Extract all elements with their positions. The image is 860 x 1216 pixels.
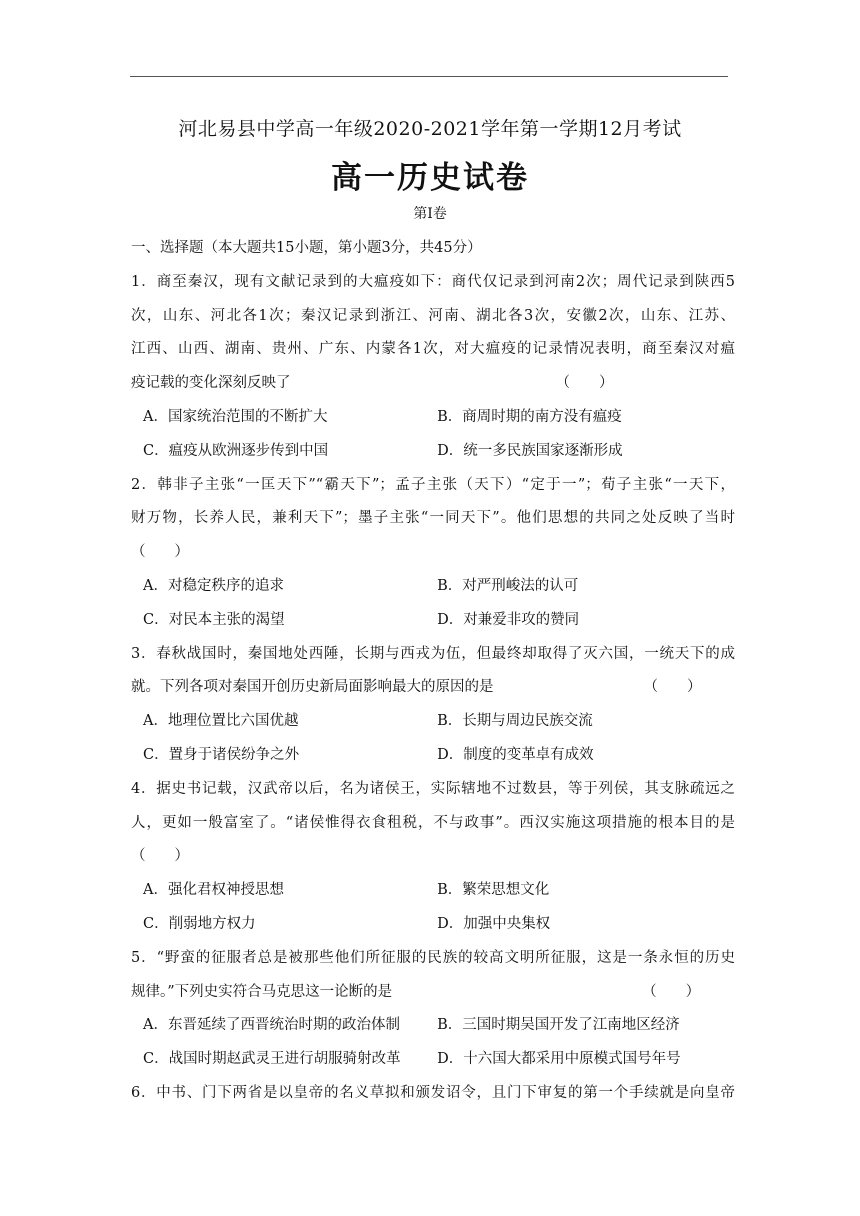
question-5-options-row-1 <box>131 1009 735 1043</box>
answer-blank: （ ） <box>131 848 189 865</box>
option-b: B．长期与周边民族交流 <box>437 713 593 730</box>
option-c: C．战国时期赵武灵王进行胡服骑射改革 <box>143 1051 401 1068</box>
header-rule <box>130 76 728 77</box>
section-heading: 一、选择题（本大题共15小题，第小题3分，共45分） <box>131 240 482 256</box>
question-5-options-row-2 <box>131 1043 735 1077</box>
answer-blank: （ ） <box>131 544 189 561</box>
answer-blank: （ ） <box>555 375 614 392</box>
question-1-line-2: 次，山东、河北各1次；秦汉记录到浙江、河南、湖北各3次，安徽2次，山东、江苏、 <box>131 307 735 324</box>
question-5-stem-end: 规律。”下列史实符合马克思这一论断的是 <box>131 983 393 1000</box>
question-3-options-row-1 <box>131 705 735 739</box>
option-d: D．统一多民族国家逐渐形成 <box>437 442 623 459</box>
question-1-options-row-2 <box>131 435 735 469</box>
option-a: A．国家统治范围的不断扩大 <box>143 408 328 425</box>
question-3-stem-end: 就。下列各项对秦国开创历史新局面影响最大的原因的是 <box>131 679 494 696</box>
option-d: D．加强中央集权 <box>437 915 551 932</box>
option-c: C．置身于诸侯纷争之外 <box>143 746 300 763</box>
option-a: A．对稳定秩序的追求 <box>143 577 284 594</box>
question-4-line-1: 4．据史书记载，汉武帝以后，名为诸侯王，实际辖地不过数县，等于列侯，其支脉疏远之 <box>131 780 735 797</box>
question-1-options-row-1 <box>131 401 735 435</box>
main-title: 高一历史试卷 <box>331 160 529 196</box>
question-2-line-1: 2．韩非子主张“一匡天下”“霸天下”；孟子主张（天下）“定于一”；荀子主张“一天下， <box>131 476 735 493</box>
question-1-line-4 <box>131 367 735 401</box>
option-d: D．制度的变革卓有成效 <box>437 746 594 763</box>
volume-label: 第I卷 <box>413 206 447 222</box>
question-6-line-1: 6．中书、门下两省是以皇帝的名义草拟和颁发诏令，且门下审复的第一个手续就是向皇帝 <box>131 1084 735 1101</box>
question-1-line-3: 江西、山西、湖南、贵州、广东、内蒙各1次，对大瘟疫的记录情况表明，商至秦汉对瘟 <box>131 341 735 358</box>
question-2-line-2: 财万物，长养人民，兼利天下”；墨子主张“一同天下”。他们思想的共同之处反映了当时 <box>131 510 735 527</box>
option-b: B．对严刑峻法的认可 <box>437 577 579 594</box>
option-a: A．地理位置比六国优越 <box>143 713 299 730</box>
question-4-options-row-2 <box>131 908 735 942</box>
option-a: A．东晋延续了西晋统治时期的政治体制 <box>143 1017 400 1034</box>
question-4-options-row-1 <box>131 874 735 908</box>
option-b: B．三国时期吴国开发了江南地区经济 <box>437 1017 680 1034</box>
option-a: A．强化君权神授思想 <box>143 882 284 899</box>
question-5-line-1: 5．“野蛮的征服者总是被那些他们所征服的民族的较高文明所征服，这是一条永恒的历史 <box>131 949 735 966</box>
question-4-line-2: 人，更如一般富室了。“诸侯惟得衣食租税，不与政事”。西汉实施这项措施的根本目的是 <box>131 814 735 831</box>
question-3-line-1: 3．春秋战国时，秦国地处西陲，长期与西戎为伍，但最终却取得了灭六国，一统天下的成 <box>131 645 735 662</box>
option-d: D．对兼爱非攻的赞同 <box>437 611 580 628</box>
option-d: D．十六国大都采用中原模式国号年号 <box>437 1051 681 1068</box>
question-5-line-2 <box>131 976 735 1010</box>
question-1-stem-end: 疫记载的变化深刻反映了 <box>131 375 291 392</box>
question-1-line-1: 1．商至秦汉，现有文献记录到的大瘟疫如下：商代仅记录到河南2次；周代记录到陕西5 <box>131 273 735 290</box>
question-2-blank-line <box>131 536 735 570</box>
question-4-blank-line <box>131 840 735 874</box>
exam-title: 河北易县中学高一年级2020-2021学年第一学期12月考试 <box>178 118 682 140</box>
option-b: B．繁荣思想文化 <box>437 882 550 899</box>
option-c: C．削弱地方权力 <box>143 915 256 932</box>
answer-blank: （ ） <box>643 679 702 696</box>
option-b: B．商周时期的南方没有瘟疫 <box>437 408 622 425</box>
question-2-options-row-2 <box>131 604 735 638</box>
question-3-line-2 <box>131 671 735 705</box>
question-content <box>131 232 735 1111</box>
option-c: C．瘟疫从欧洲逐步传到中国 <box>143 442 329 459</box>
answer-blank: （ ） <box>642 983 701 1000</box>
question-3-options-row-2 <box>131 739 735 773</box>
question-2-options-row-1 <box>131 570 735 604</box>
option-c: C．对民本主张的渴望 <box>143 611 285 628</box>
